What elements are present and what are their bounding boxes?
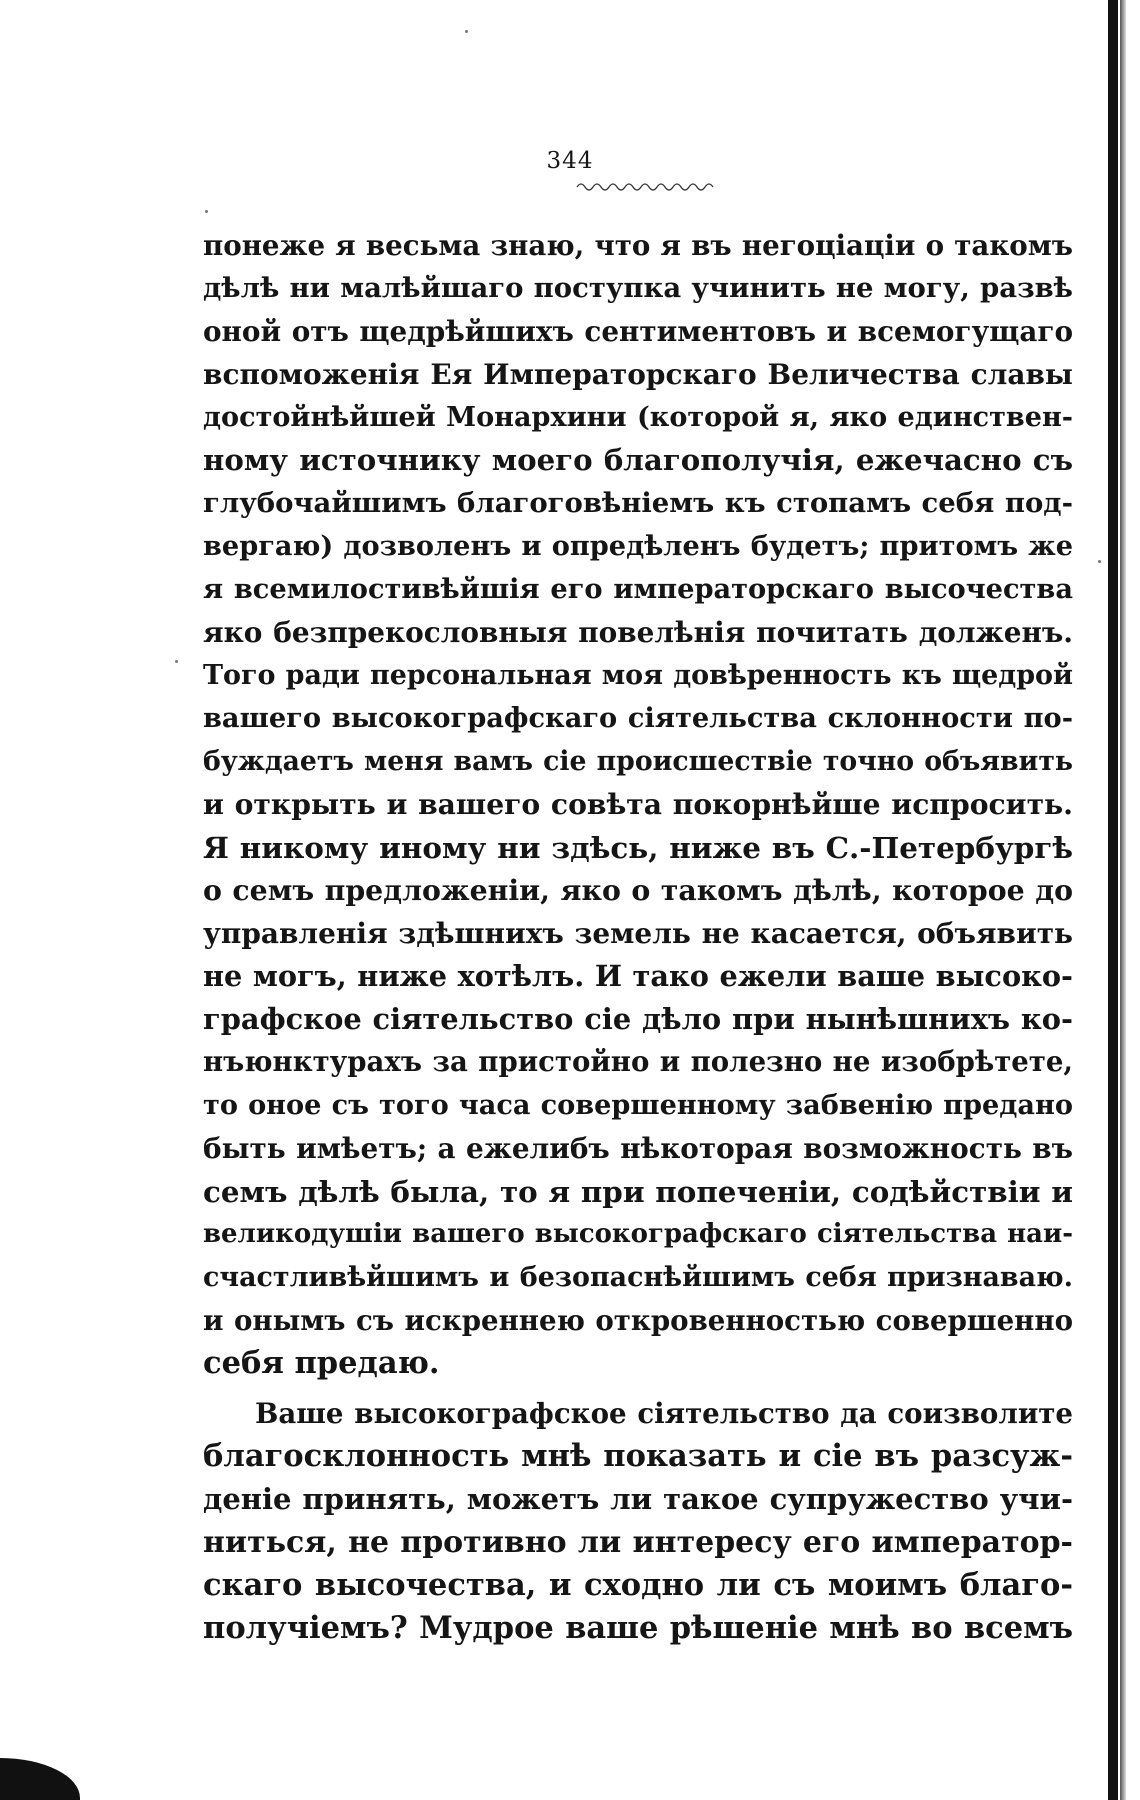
page-number: 344 bbox=[546, 148, 594, 174]
text-line: вспоможенія Ея Императорскаго Величества славы bbox=[203, 358, 1073, 391]
text-line: быть имѣетъ; а ежелибъ нѣкоторая возможность въ bbox=[203, 1132, 1073, 1165]
binding-shadow bbox=[1120, 0, 1126, 1800]
corner-blot bbox=[0, 1758, 80, 1800]
text-line: о семъ предложеніи, яко о такомъ дѣлѣ, которое до bbox=[203, 873, 1073, 907]
text-line: Ваше высокографское сіятельство да соизволите bbox=[255, 1397, 1073, 1430]
text-line: благосклонность мнѣ показать и сіе въ разсуж- bbox=[203, 1438, 1073, 1474]
body-text bbox=[203, 224, 1073, 1650]
text-line: графское сіятельство сіе дѣло при нынѣшнихъ ко- bbox=[203, 1002, 1073, 1036]
text-line: ниться, не противно ли интересу его император- bbox=[203, 1525, 1073, 1560]
text-line: себя предаю. bbox=[203, 1345, 440, 1381]
ink-speck bbox=[465, 30, 468, 33]
text-line: оной отъ щедрѣйшихъ сентиментовъ и всемогущаго bbox=[203, 315, 1073, 348]
ink-speck bbox=[205, 210, 208, 213]
paragraph-2 bbox=[203, 1392, 1073, 1650]
paragraph-1 bbox=[203, 224, 1073, 1385]
text-line: глубочайшимъ благоговѣніемъ къ стопамъ себя под- bbox=[203, 487, 1073, 519]
text-line: достойнѣйшей Монархини (которой я, яко единствен- bbox=[203, 402, 1073, 433]
text-line: деніе принять, можетъ ли такое супружество учи- bbox=[203, 1482, 1073, 1516]
wavy-ornament bbox=[575, 180, 715, 194]
text-line: управленія здѣшнихъ земель не касается, объявить bbox=[203, 917, 1073, 950]
text-line: счастливѣйшимъ и безопаснѣйшимъ себя признаваю. bbox=[203, 1262, 1073, 1293]
text-line: я всемилостивѣйшія его императорскаго высочества bbox=[203, 573, 1073, 605]
text-line: ному источнику моего благополучія, ежечасно съ bbox=[203, 443, 1073, 477]
text-line: великодушіи вашего высокографскаго сіятельства наи- bbox=[203, 1219, 1073, 1249]
text-line: дѣлѣ ни малѣйшаго поступка учинить не могу, развѣ bbox=[203, 272, 1073, 304]
text-line: и открыть и вашего совѣта покорнѣйше испросить. bbox=[203, 788, 1073, 821]
text-line: и онымъ съ искреннею откровенностью совершенно bbox=[203, 1304, 1073, 1337]
text-line: получіемъ? Мудрое ваше рѣшеніе мнѣ во всемъ bbox=[203, 1610, 1073, 1646]
text-line: Того ради персональная моя довѣренность къ щедрой bbox=[203, 660, 1073, 691]
binding-edge bbox=[1108, 0, 1118, 1800]
text-line: семъ дѣлѣ была, то я при попеченіи, содѣйствіи и bbox=[203, 1174, 1073, 1209]
text-line: Я никому иному ни здѣсь, ниже въ С.-Петербургѣ bbox=[203, 830, 1073, 865]
text-line: буждаетъ меня вамъ сіе происшествіе точно объявить bbox=[203, 746, 1073, 777]
text-line: нъюнктурахъ за пристойно и полезно не изобрѣтете, bbox=[203, 1046, 1073, 1078]
text-line: то оное съ того часа совершенному забвенію предано bbox=[203, 1089, 1073, 1121]
ink-speck bbox=[175, 660, 178, 663]
page-header bbox=[0, 148, 1140, 174]
text-line: скаго высочества, и сходно ли съ моимъ благо- bbox=[203, 1567, 1073, 1603]
ink-speck bbox=[1098, 560, 1101, 563]
paragraph-gap bbox=[203, 1385, 1073, 1392]
text-line: понеже я весьма знаю, что я въ негоціаціи о такомъ bbox=[203, 229, 1073, 262]
text-line: вашего высокографскаго сіятельства склонности по- bbox=[203, 702, 1073, 734]
text-line: вергаю) дозволенъ и опредѣленъ будетъ; притомъ же bbox=[203, 530, 1073, 562]
text-line: не могъ, ниже хотѣлъ. И тако ежели ваше высоко- bbox=[203, 959, 1073, 993]
text-line: яко безпрекословныя повелѣнія почитать долженъ. bbox=[203, 616, 1073, 649]
